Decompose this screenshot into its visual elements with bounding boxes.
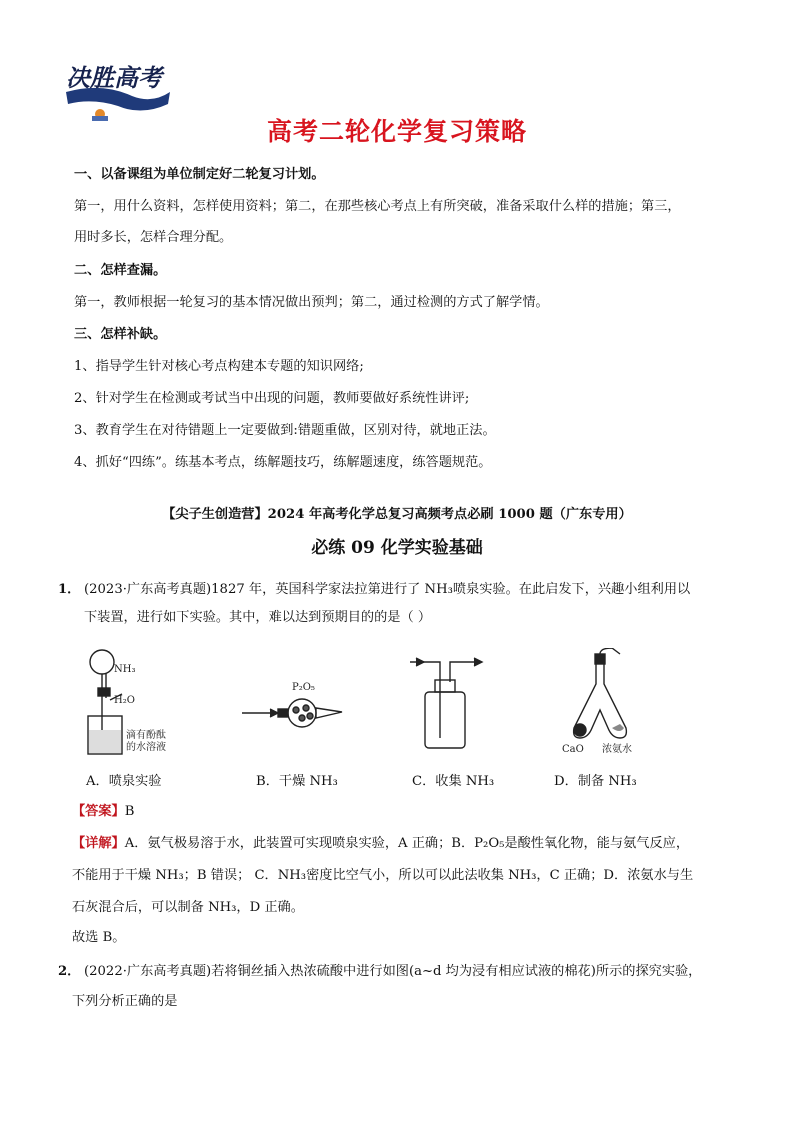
question-2-line2: 下列分析正确的是	[72, 994, 178, 1009]
apparatus-figure	[80, 648, 730, 760]
gas-collection-bottle	[410, 658, 482, 748]
list-item: 2、针对学生在检测或考试当中出现的问题，教师要做好系统性讲评;	[74, 391, 470, 406]
conclusion: 故选 B。	[72, 930, 126, 945]
svg-text:H₂O: H₂O	[114, 695, 135, 706]
heading-2: 二、怎样查漏。	[74, 263, 167, 278]
svg-text:滴有酚酞: 滴有酚酞	[126, 730, 166, 741]
option-b: B．干燥 NH₃	[256, 774, 338, 789]
list-item: 1、指导学生针对核心考点构建本专题的知识网络;	[74, 359, 364, 374]
svg-text:的水溶液: 的水溶液	[126, 742, 166, 753]
section-title: 必练 09 化学实验基础	[311, 538, 483, 558]
logo-text: 决胜高考	[66, 63, 162, 92]
question-1-number: 1．	[58, 582, 81, 597]
fountain-apparatus	[88, 650, 166, 754]
answer-line: 【答案】B	[72, 804, 135, 819]
para-2: 第一，教师根据一轮复习的基本情况做出预判；第二，通过检测的方式了解学情。	[74, 295, 549, 310]
svg-text:CaO: CaO	[562, 744, 584, 755]
detail-line1: 【详解】A．氨气极易溶于水，此装置可实现喷泉实验，A 正确；B．P₂O₅是酸性氧化物，能与氨气反应，	[72, 836, 690, 851]
svg-text:P₂O₅: P₂O₅	[292, 682, 315, 693]
detail-line3: 石灰混合后，可以制备 NH₃，D 正确。	[72, 900, 304, 915]
question-1-line2: 下装置，进行如下实验。其中，难以达到预期目的的是（ ）	[84, 610, 432, 625]
question-2-line1: (2022·广东高考真题)若将铜丝插入热浓硫酸中进行如图(a~d 均为浸有相应试液的棉花)所示的探究实验，	[84, 964, 702, 979]
question-2-number: 2．	[58, 964, 81, 979]
svg-text:浓氨水: 浓氨水	[602, 744, 632, 755]
option-c: C．收集 NH₃	[412, 774, 495, 789]
question-1-line1: (2023·广东高考真题)1827 年，英国科学家法拉第进行了 NH₃喷泉实验。在此启发下，兴趣小组利用以	[84, 582, 691, 597]
heading-1: 一、以备课组为单位制定好二轮复习计划。	[74, 167, 325, 182]
option-d: D．制备 NH₃	[554, 774, 637, 789]
drying-tube	[242, 682, 342, 727]
banner: 【尖子生创造营】2024 年高考化学总复习高频考点必刷 1000 题（广东专用）	[162, 507, 632, 522]
option-a: A．喷泉实验	[86, 774, 162, 789]
svg-text:NH₃: NH₃	[114, 664, 136, 675]
heading-3: 三、怎样补缺。	[74, 327, 167, 342]
detail-line2: 不能用于干燥 NH₃；B 错误； C．NH₃密度比空气小，所以可以此法收集 NH₃，C 正确；D．浓氨水与生	[72, 868, 694, 883]
y-tube-apparatus	[562, 648, 632, 755]
list-item: 3、教育学生在对待错题上一定要做到:错题重做，区别对待，就地正法。	[74, 423, 496, 438]
list-item: 4、抓好“四练”。练基本考点，练解题技巧，练解题速度，练答题规范。	[74, 455, 492, 470]
para-1b: 用时多长，怎样合理分配。	[74, 230, 233, 245]
para-1a: 第一，用什么资料，怎样使用资料；第二，在那些核心考点上有所突破，准备采取什么样的措施；第三，	[74, 199, 681, 214]
page-title: 高考二轮化学复习策略	[266, 117, 527, 146]
